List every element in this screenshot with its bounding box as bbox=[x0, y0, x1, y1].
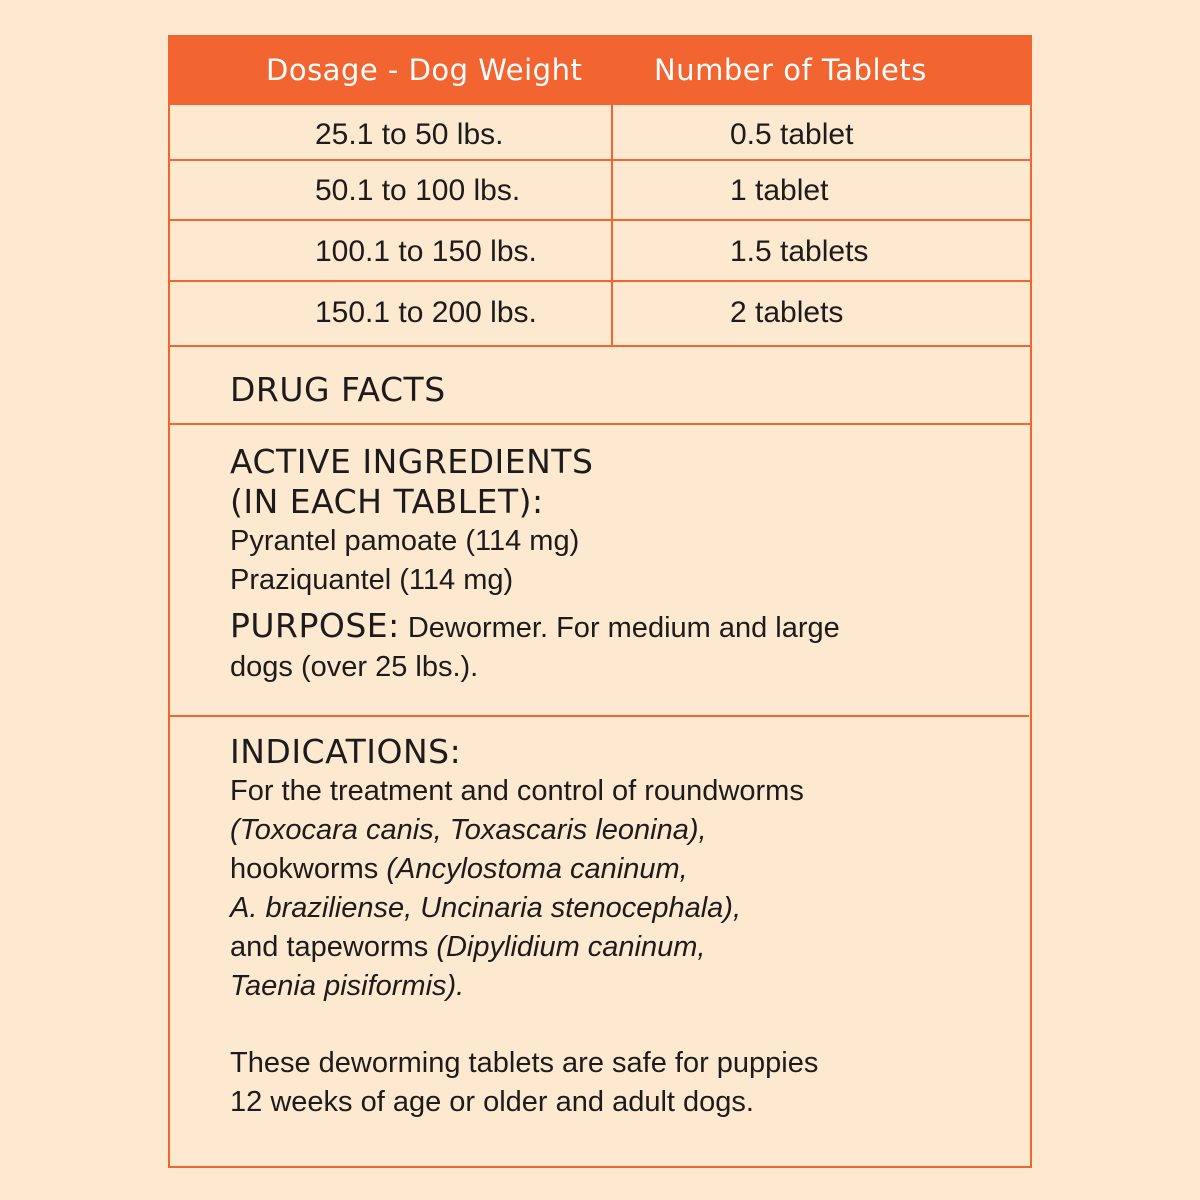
purpose-text-cont: dogs (over 25 lbs.). bbox=[230, 651, 479, 683]
indications-species: (Dipylidium caninum, bbox=[436, 931, 706, 963]
cell-tablets: 2 tablets bbox=[730, 296, 844, 329]
cell-dog-weight: 25.1 to 50 lbs. bbox=[315, 118, 504, 151]
indications-text: and tapeworms bbox=[230, 931, 437, 963]
indications-species: (Ancylostoma caninum, bbox=[386, 853, 688, 885]
purpose-line bbox=[230, 606, 840, 648]
header-dosage-dog-weight: Dosage - Dog Weight bbox=[266, 53, 583, 87]
safety-note: These deworming tablets are safe for puppies bbox=[230, 1047, 819, 1079]
table-header bbox=[170, 37, 1030, 105]
drug-facts-title: DRUG FACTS bbox=[230, 370, 446, 409]
row-divider bbox=[170, 280, 1030, 282]
row-divider bbox=[170, 345, 1030, 347]
active-ingredients-subheading: (IN EACH TABLET): bbox=[230, 482, 544, 521]
indications-line bbox=[230, 850, 818, 889]
ingredient-praziquantel: Praziquantel (114 mg) bbox=[230, 564, 514, 596]
cell-tablets: 0.5 tablet bbox=[730, 118, 854, 151]
purpose-text: Dewormer. For medium and large bbox=[399, 612, 840, 644]
safety-note-cont: 12 weeks of age or older and adult dogs. bbox=[230, 1086, 754, 1118]
row-divider bbox=[170, 159, 1030, 161]
indications-line: A. braziliense, Uncinaria stenocephala), bbox=[230, 892, 741, 924]
row-divider bbox=[170, 219, 1030, 221]
indications-heading: INDICATIONS: bbox=[230, 732, 462, 771]
indications-text: hookworms bbox=[230, 853, 387, 885]
cell-dog-weight: 50.1 to 100 lbs. bbox=[315, 174, 521, 207]
column-divider bbox=[611, 105, 613, 347]
purpose-label: PURPOSE: bbox=[230, 606, 400, 645]
active-ingredients-section bbox=[230, 442, 840, 687]
cell-dog-weight: 150.1 to 200 lbs. bbox=[315, 296, 537, 329]
ingredient-pyrantel: Pyrantel pamoate (114 mg) bbox=[230, 525, 580, 557]
cell-tablets: 1.5 tablets bbox=[730, 235, 869, 268]
dosage-card bbox=[168, 35, 1032, 1168]
indications-line: Taenia pisiformis). bbox=[230, 970, 465, 1002]
indications-line: (Toxocara canis, Toxascaris leonina), bbox=[230, 814, 707, 846]
section-divider bbox=[170, 715, 1029, 717]
section-divider bbox=[170, 423, 1030, 425]
cell-dog-weight: 100.1 to 150 lbs. bbox=[315, 235, 537, 268]
indications-section bbox=[230, 732, 818, 1122]
indications-line: For the treatment and control of roundworms bbox=[230, 775, 804, 807]
active-ingredients-heading: ACTIVE INGREDIENTS bbox=[230, 442, 594, 481]
header-number-of-tablets: Number of Tablets bbox=[654, 53, 927, 87]
cell-tablets: 1 tablet bbox=[730, 174, 829, 207]
indications-line bbox=[230, 928, 818, 967]
